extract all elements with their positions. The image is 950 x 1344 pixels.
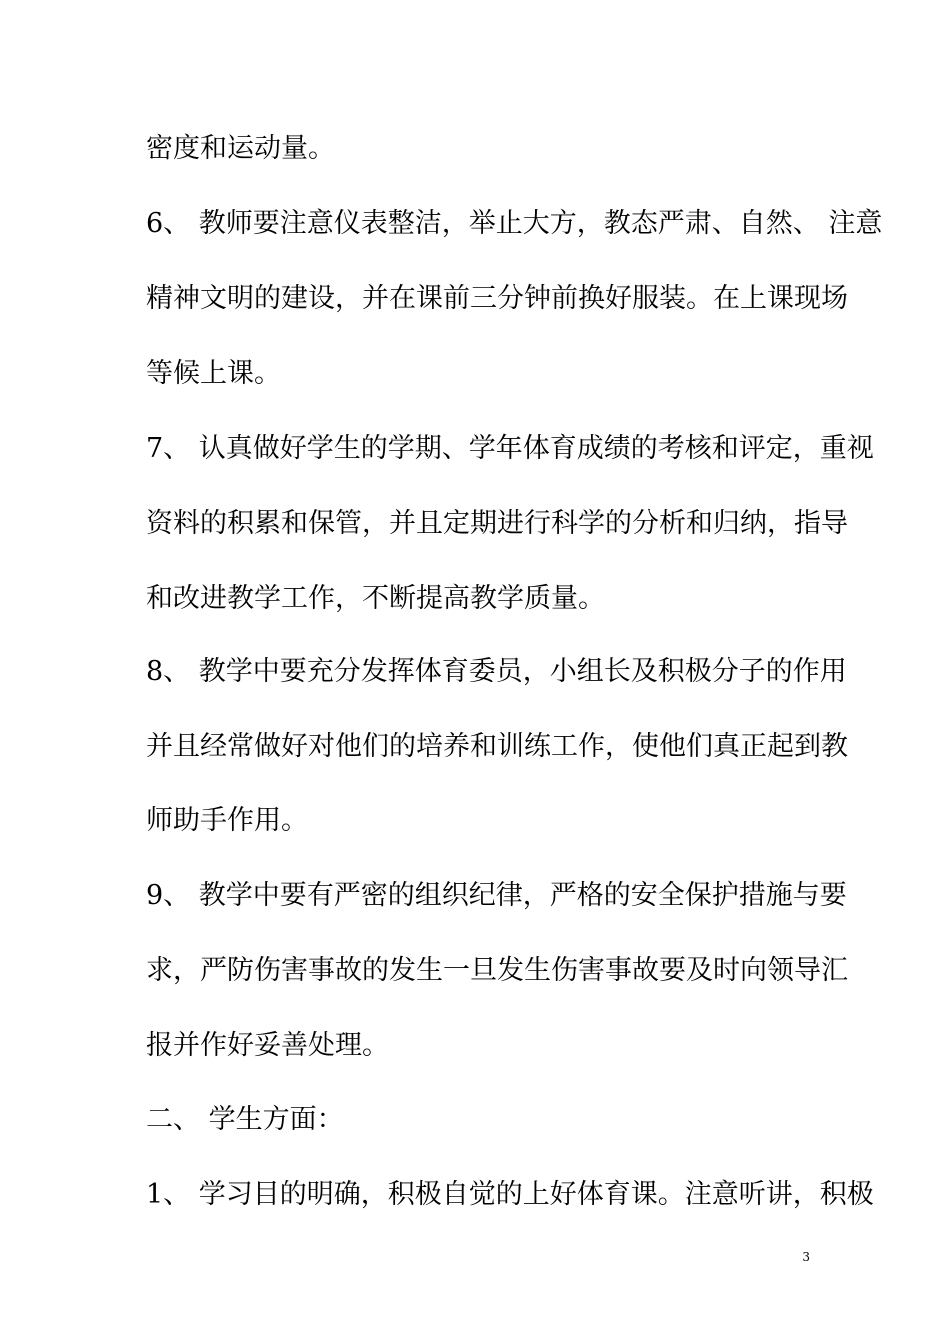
text-line-4: 等候上课。 — [146, 358, 281, 389]
text-line-1: 密度和运动量。 — [146, 133, 335, 164]
text-line-8: 8、 教学中要充分发挥体育委员，小组长及积极分子的作用 — [146, 656, 847, 687]
text-line-3: 精神文明的建设，并在课前三分钟前换好服装。在上课现场 — [146, 283, 848, 314]
text-line-5: 7、 认真做好学生的学期、学年体育成绩的考核和评定，重视 — [146, 433, 874, 464]
text-line-9: 并且经常做好对他们的培养和训练工作，使他们真正起到教 — [146, 731, 848, 762]
text-line-6: 资料的积累和保管，并且定期进行科学的分析和归纳，指导 — [146, 508, 848, 539]
page-number: 3 — [802, 1250, 810, 1264]
text-line-10: 师助手作用。 — [146, 805, 308, 836]
text-line-7: 和改进教学工作，不断提高教学质量。 — [146, 583, 605, 614]
text-line-12: 求，严防伤害事故的发生一旦发生伤害事故要及时向领导汇 — [146, 955, 848, 986]
text-line-2: 6、 教师要注意仪表整洁，举止大方，教态严肃、自然、 注意 — [146, 208, 883, 239]
text-line-15: 1、 学习目的明确，积极自觉的上好体育课。注意听讲，积极 — [146, 1179, 874, 1210]
section-heading: 二、 学生方面： — [146, 1104, 344, 1135]
text-line-11: 9、 教学中要有严密的组织纪律，严格的安全保护措施与要 — [146, 880, 847, 911]
text-line-13: 报并作好妥善处理。 — [146, 1030, 389, 1061]
